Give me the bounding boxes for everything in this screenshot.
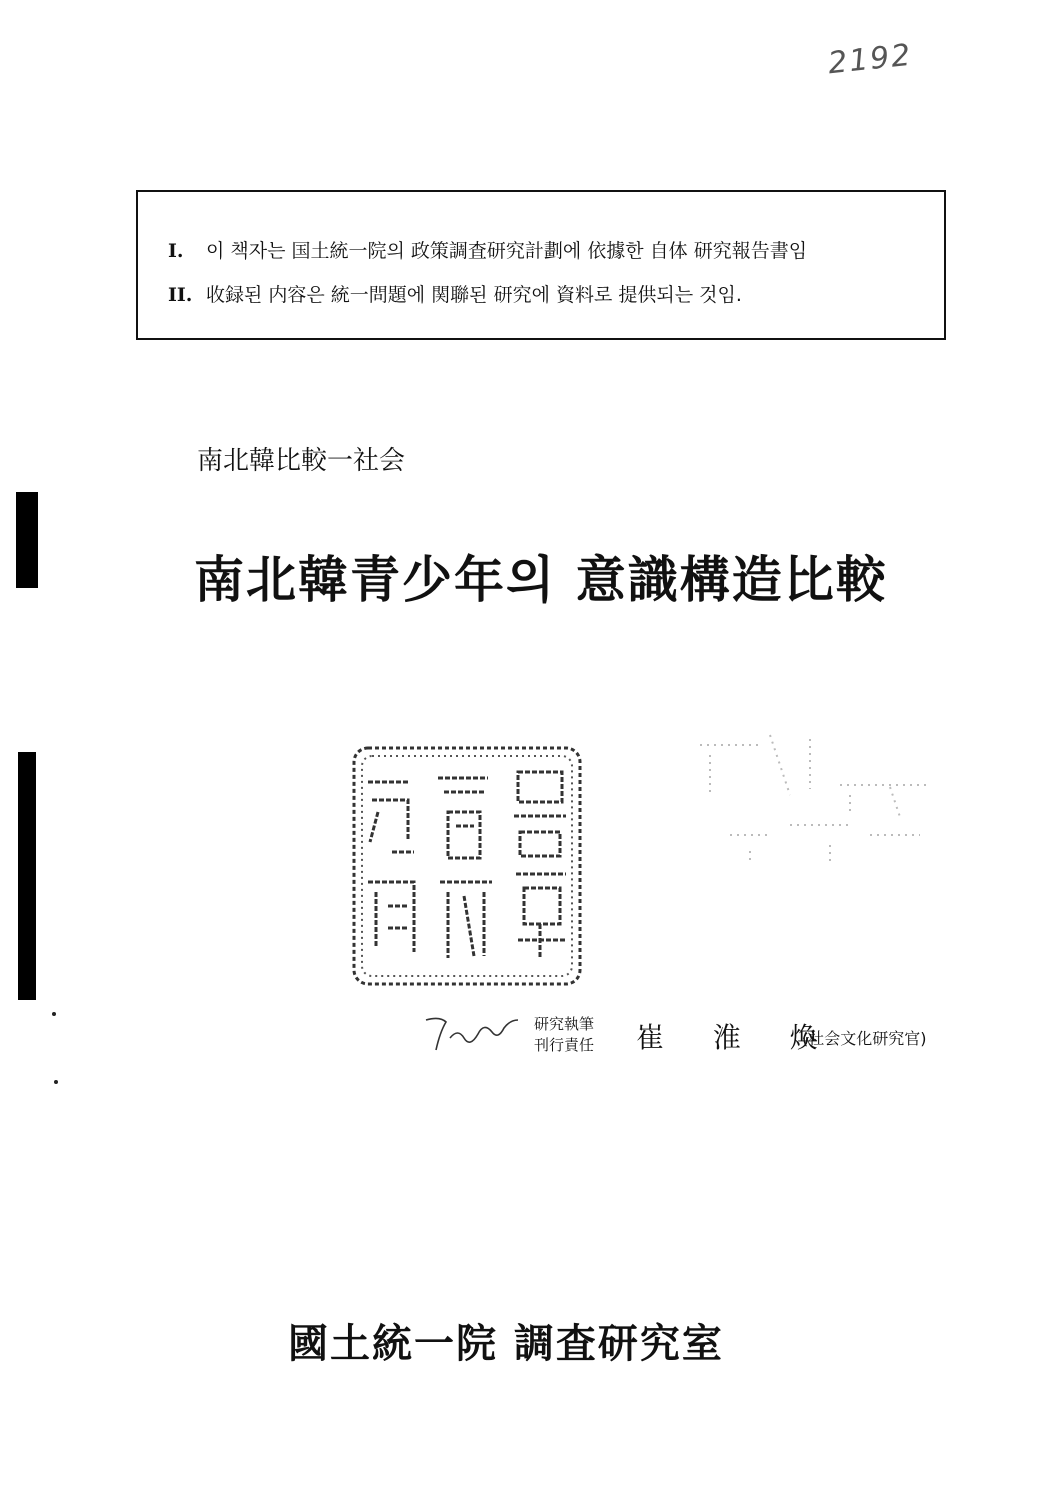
notice-item: [168, 280, 742, 307]
handwritten-number: 2192: [826, 37, 914, 82]
notice-item-number: I.: [168, 240, 184, 262]
publisher-name: 國土統一院 調査研究室: [288, 1320, 724, 1367]
scan-edge-mark-bottom: [18, 752, 36, 1000]
author-position: (社会文化研究官): [802, 1029, 927, 1048]
role-label: 研究執筆: [534, 1015, 595, 1033]
handwritten-signature: [420, 1010, 530, 1070]
series-label: 南北韓比較一社会: [197, 446, 406, 476]
author-roles: [534, 1014, 594, 1056]
role-label: 刊行責任: [534, 1036, 595, 1054]
notice-item-text: 收録된 内容은 統一問題에 関聯된 研究에 資料로 提供되는 것임.: [206, 284, 742, 306]
scan-speck: [52, 1012, 56, 1016]
notice-item-text: 이 책자는 国土統一院의 政策調査研究計劃에 依據한 自体 研究報告書임: [206, 240, 808, 262]
document-title: 南北韓青少年의 意識構造比較: [194, 550, 888, 609]
author-block: [420, 1010, 980, 1070]
notice-item-number: II.: [168, 284, 193, 306]
author-name: 崔 淮 煥: [636, 1021, 838, 1054]
library-seal-stamp: [348, 742, 586, 990]
notice-box: [136, 190, 946, 340]
scan-edge-mark-top: [16, 492, 38, 588]
faded-stamp-mark: [690, 725, 950, 875]
notice-item: [168, 236, 807, 263]
scan-speck: [54, 1080, 58, 1084]
